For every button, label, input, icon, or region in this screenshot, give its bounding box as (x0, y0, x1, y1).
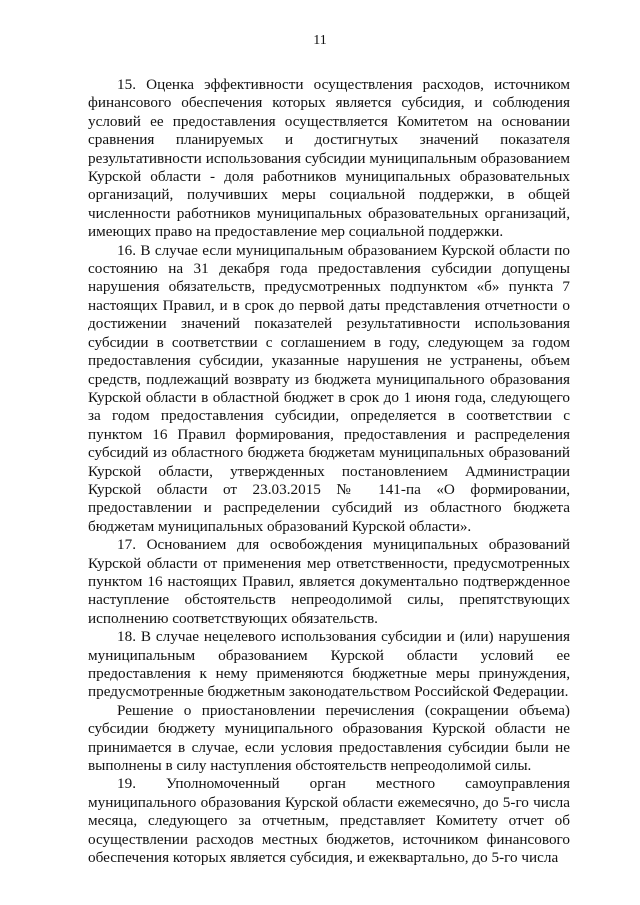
page-number: 11 (313, 33, 327, 48)
paragraph-19: 19. Уполномоченный орган местного самоуправления муниципального образования Курской области ежемесячно, до 5-го числа месяца, следующего за отчетным, представляет Комитету отчет об осуществлении расходов местных бюджетов, источником финансового обеспечения которых является субсидия, и ежеквартально, до 5-го числа (88, 775, 570, 867)
paragraph-15: 15. Оценка эффективности осуществления расходов, источником финансового обеспечения которых является субсидия, и соблюдения условий ее предоставления осуществляется Комитетом на основании сравнения планируемых и достигнутых значений показателя результативности использования субсидии муниципальным образованием Курской области - доля работников муниципальных образовательных организаций, получивших меры социальной поддержки, в общей численности работников муниципальных образовательных организаций, имеющих право на предоставление мер социальной поддержки. (88, 76, 570, 241)
paragraph-16: 16. В случае если муниципальным образованием Курской области по состоянию на 31 декабря года предоставления субсидии допущены нарушения обязательств, предусмотренных подпунктом «б» пункта 7 настоящих Правил, и в срок до первой даты представления отчетности о достижении значений показателей результативности использования субсидии в соответствии с соглашением в году, следующем за годом предоставления субсидии, указанные нарушения не устранены, объем средств, подлежащий возврату из бюджета муниципального образования Курской области в областной бюджет в срок до 1 июня года, следующего за годом предоставления субсидии, определяется в соответствии с пунктом 16 Правил формирования, предоставления и распределения субсидий из областного бюджета бюджетам муниципальных образований Курской области, утвержденных постановлением Администрации Курской области от 23.03.2015 № 141-па «О формировании, предоставлении и распределении субсидий из областного бюджета бюджетам муниципальных образований Курской области». (88, 241, 570, 535)
paragraph-18: 18. В случае нецелевого использования субсидии и (или) нарушения муниципальным образованием Курской области условий ее предоставления к нему применяются бюджетные меры принуждения, предусмотренные бюджетным законодательством Российской Федерации. (88, 628, 570, 701)
paragraph-17: 17. Основанием для освобождения муниципальных образований Курской области от применения мер ответственности, предусмотренных пунктом 16 настоящих Правил, является документально подтвержденное наступление обстоятельств непреодолимой силы, препятствующих исполнению соответствующих обязательств. (88, 536, 570, 627)
paragraph-decision: Решение о приостановлении перечисления (сокращении объема) субсидии бюджету муниципального образования Курской области не принимается в случае, если условия предоставления субсидии были не выполнены в силу наступления обстоятельств непреодолимой силы. (88, 701, 570, 775)
document-body (88, 76, 570, 867)
